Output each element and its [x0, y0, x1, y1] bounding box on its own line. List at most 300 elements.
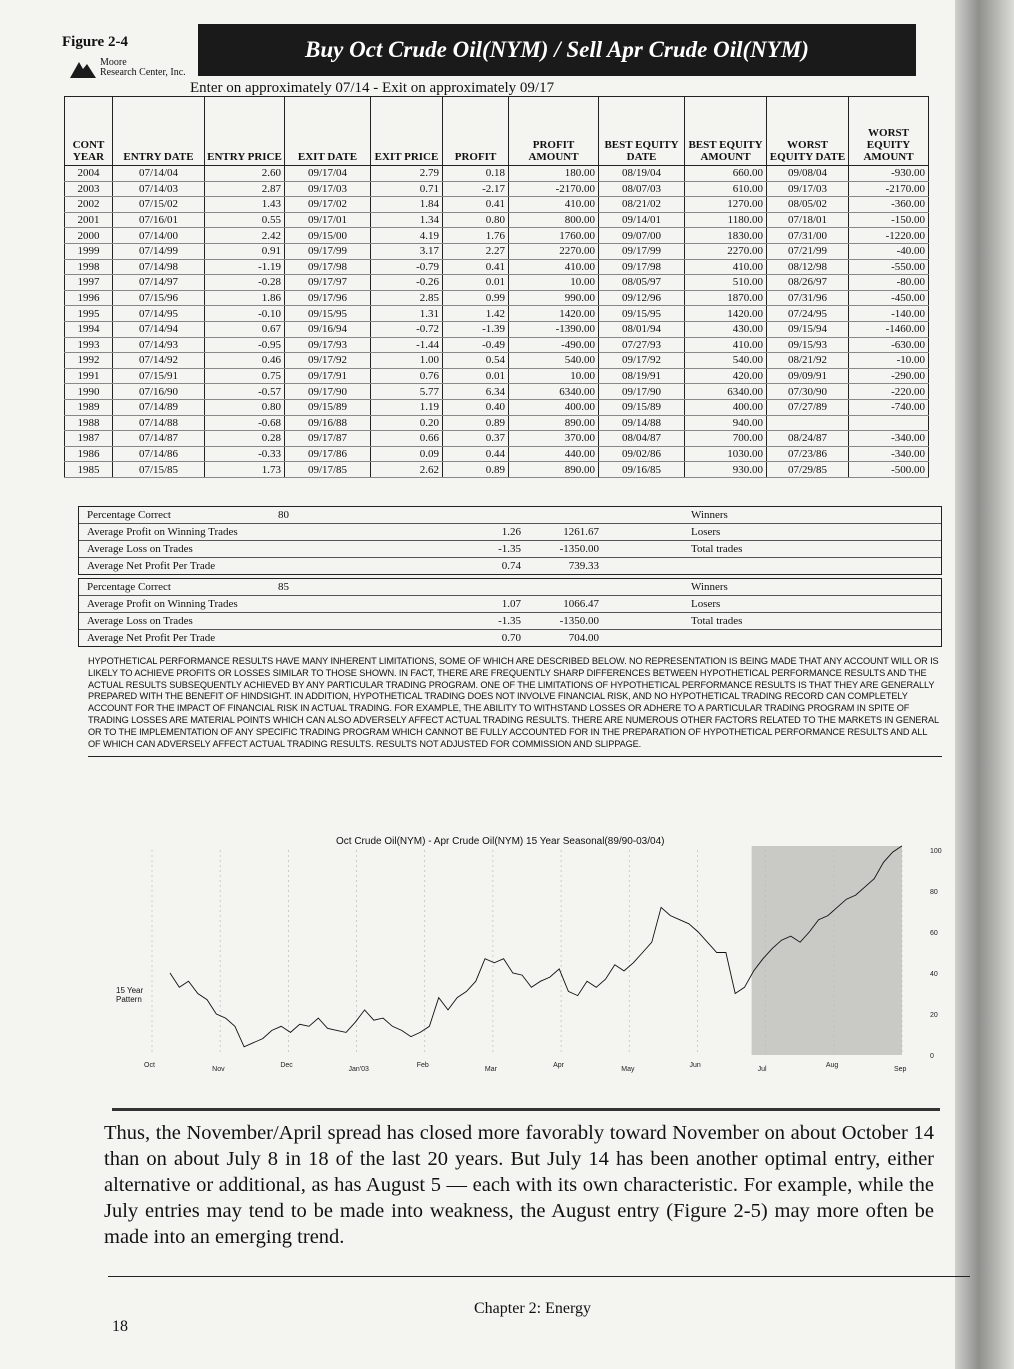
table-cell: 0.89 [443, 415, 509, 431]
y-tick-label: 0 [930, 1053, 934, 1060]
table-cell: 07/14/93 [113, 337, 205, 353]
table-cell: -0.28 [205, 275, 285, 291]
table-cell: -1460.00 [849, 321, 929, 337]
table-cell: 09/17/90 [285, 384, 371, 400]
table-cell: 09/17/99 [599, 243, 685, 259]
table-cell: 1.42 [443, 306, 509, 322]
table-cell: 09/17/04 [285, 166, 371, 182]
table-cell: -0.95 [205, 337, 285, 353]
table-row [65, 353, 929, 369]
table-cell: 07/15/91 [113, 368, 205, 384]
table-row [65, 462, 929, 478]
pct-value: 80 [278, 509, 289, 521]
table-cell: -1.19 [205, 259, 285, 275]
table-cell: 07/14/92 [113, 353, 205, 369]
table-cell: 08/12/98 [767, 259, 849, 275]
table-cell: 1420.00 [685, 306, 767, 322]
table-cell: 3.17 [371, 243, 443, 259]
table-cell: 09/08/04 [767, 166, 849, 182]
table-cell: 09/15/93 [767, 337, 849, 353]
table-cell: 2.27 [443, 243, 509, 259]
summary-win-row [79, 524, 941, 541]
x-tick-label: Aug [825, 1062, 839, 1069]
table-cell: 0.54 [443, 353, 509, 369]
x-tick-label: Nov [212, 1066, 225, 1073]
table-cell: 09/17/92 [285, 353, 371, 369]
table-cell: 540.00 [509, 353, 599, 369]
table-cell: 610.00 [685, 181, 767, 197]
table-cell: 1.00 [371, 353, 443, 369]
table-cell: 2270.00 [685, 243, 767, 259]
table-cell: 09/15/00 [285, 228, 371, 244]
table-cell: 09/17/91 [285, 368, 371, 384]
table-cell: 07/15/02 [113, 197, 205, 213]
table-cell: 930.00 [685, 462, 767, 478]
table-cell: 1760.00 [509, 228, 599, 244]
table-cell: 6340.00 [509, 384, 599, 400]
column-header: CONT YEAR [65, 97, 113, 166]
table-cell: -0.33 [205, 446, 285, 462]
table-cell: 07/23/86 [767, 446, 849, 462]
table-cell: 1999 [65, 243, 113, 259]
total-label: Total trades [691, 543, 743, 555]
table-cell: -150.00 [849, 212, 929, 228]
column-header: PROFIT AMOUNT [509, 97, 599, 166]
table-cell: 2.79 [371, 166, 443, 182]
table-cell: -2.17 [443, 181, 509, 197]
table-cell: 0.80 [443, 212, 509, 228]
table-cell: 800.00 [509, 212, 599, 228]
table-cell: 0.75 [205, 368, 285, 384]
table-cell: 09/17/87 [285, 431, 371, 447]
loss-value: -1.35 [498, 543, 521, 555]
x-tick-label: Jan'03 [348, 1066, 369, 1073]
table-cell: 08/05/02 [767, 197, 849, 213]
table-cell: 07/14/00 [113, 228, 205, 244]
table-cell: -2170.00 [849, 181, 929, 197]
table-row [65, 197, 929, 213]
summary-win-row [79, 596, 941, 613]
table-cell: 08/24/87 [767, 431, 849, 447]
table-cell: 1994 [65, 321, 113, 337]
table-cell: 1986 [65, 446, 113, 462]
table-cell: -290.00 [849, 368, 929, 384]
table-cell: 09/07/00 [599, 228, 685, 244]
table-cell: -340.00 [849, 446, 929, 462]
table-cell: 0.37 [443, 431, 509, 447]
table-cell: 09/17/97 [285, 275, 371, 291]
table-cell: 6340.00 [685, 384, 767, 400]
table-cell: 1.19 [371, 399, 443, 415]
table-row [65, 228, 929, 244]
table-row [65, 321, 929, 337]
y-tick-label: 80 [930, 889, 938, 896]
chart-title: Oct Crude Oil(NYM) - Apr Crude Oil(NYM) 15 Year Seasonal(89/90-03/04) [336, 836, 665, 847]
table-cell: 09/09/91 [767, 368, 849, 384]
losers-label: Losers [691, 526, 721, 538]
table-cell: 1420.00 [509, 306, 599, 322]
table-cell: 1993 [65, 337, 113, 353]
table-cell: -930.00 [849, 166, 929, 182]
highlight-region [752, 846, 902, 1055]
table-cell: 0.41 [443, 197, 509, 213]
table-cell: 07/31/96 [767, 290, 849, 306]
summary-pct-row [79, 579, 941, 596]
table-cell: 07/14/94 [113, 321, 205, 337]
table-row [65, 368, 929, 384]
table-cell: 09/12/96 [599, 290, 685, 306]
table-cell: 09/17/01 [285, 212, 371, 228]
table-cell: 09/17/93 [285, 337, 371, 353]
table-row [65, 415, 929, 431]
table-title: Buy Oct Crude Oil(NYM) / Sell Apr Crude Oil(NYM) [198, 24, 916, 76]
table-cell: 2000 [65, 228, 113, 244]
footer-rule [108, 1276, 970, 1277]
table-cell: -360.00 [849, 197, 929, 213]
table-row [65, 290, 929, 306]
table-cell: -740.00 [849, 399, 929, 415]
loss-label: Average Loss on Trades [87, 543, 193, 555]
table-cell: 08/26/97 [767, 275, 849, 291]
table-cell: 1989 [65, 399, 113, 415]
table-cell: 0.40 [443, 399, 509, 415]
summary-15-year [78, 506, 942, 575]
table-cell: 07/27/89 [767, 399, 849, 415]
table-cell: 2.42 [205, 228, 285, 244]
table-cell: 09/02/86 [599, 446, 685, 462]
table-cell: 07/21/99 [767, 243, 849, 259]
pct-label: Percentage Correct [87, 581, 171, 593]
win-amount: 1066.47 [563, 598, 599, 610]
table-cell: 410.00 [509, 197, 599, 213]
logo-mountain-icon [70, 58, 96, 78]
pct-value: 85 [278, 581, 289, 593]
body-paragraph: Thus, the November/April spread has closed more favorably toward November on about October 14 than on about July 8 in 18 of the last 20 years. But July 14 has been another optimal entry, either alternative or additional, as has August 5 — each with its own characteristic. For example, while the July entries may tend to be made into weakness, the August entry (Figure 2-5) may more often be made into an emerging trend. [104, 1122, 934, 1248]
table-cell: 2.62 [371, 462, 443, 478]
table-cell: 1.43 [205, 197, 285, 213]
table-row [65, 181, 929, 197]
table-cell: 08/19/04 [599, 166, 685, 182]
x-tick-label: Dec [280, 1062, 293, 1069]
table-cell: 0.28 [205, 431, 285, 447]
table-cell: -340.00 [849, 431, 929, 447]
x-tick-label: Oct [144, 1062, 155, 1069]
table-cell: 0.80 [205, 399, 285, 415]
series-label: 15 Year Pattern [116, 986, 144, 1004]
table-cell: 440.00 [509, 446, 599, 462]
table-cell: 09/17/96 [285, 290, 371, 306]
table-cell: 890.00 [509, 462, 599, 478]
table-cell: 09/17/03 [767, 181, 849, 197]
summary-pct-row [79, 507, 941, 524]
table-cell: 700.00 [685, 431, 767, 447]
win-value: 1.07 [501, 598, 521, 610]
enter-exit-subtitle: Enter on approximately 07/14 - Exit on approximately 09/17 [190, 80, 555, 96]
table-cell: 09/15/89 [285, 399, 371, 415]
table-cell: 09/17/98 [599, 259, 685, 275]
table-cell: -0.49 [443, 337, 509, 353]
loss-amount: -1350.00 [559, 615, 599, 627]
win-value: 1.26 [501, 526, 521, 538]
table-cell: -1.44 [371, 337, 443, 353]
table-cell: 0.99 [443, 290, 509, 306]
table-cell: 07/14/88 [113, 415, 205, 431]
column-header: BEST EQUITY AMOUNT [685, 97, 767, 166]
table-cell: 0.41 [443, 259, 509, 275]
table-cell: 1992 [65, 353, 113, 369]
logo-line-2: Research Center, Inc. [100, 67, 186, 78]
table-cell: 09/15/89 [599, 399, 685, 415]
table-row [65, 259, 929, 275]
table-cell: 510.00 [685, 275, 767, 291]
table-cell: 890.00 [509, 415, 599, 431]
table-cell: 08/21/02 [599, 197, 685, 213]
table-cell: 430.00 [685, 321, 767, 337]
loss-value: -1.35 [498, 615, 521, 627]
table-cell: 0.91 [205, 243, 285, 259]
table-row [65, 337, 929, 353]
table-cell: 540.00 [685, 353, 767, 369]
table-cell: 5.77 [371, 384, 443, 400]
table-cell: 0.71 [371, 181, 443, 197]
winners-label: Winners [691, 581, 728, 593]
table-cell: 1830.00 [685, 228, 767, 244]
trade-history-table [64, 96, 929, 478]
summary-loss-row [79, 613, 941, 630]
table-cell: -450.00 [849, 290, 929, 306]
net-value: 0.74 [501, 560, 521, 572]
table-cell: 0.89 [443, 462, 509, 478]
table-cell: 1.84 [371, 197, 443, 213]
table-cell: 1030.00 [685, 446, 767, 462]
summary-net-row [79, 558, 941, 574]
page-number: 18 [112, 1318, 128, 1335]
table-cell: -1220.00 [849, 228, 929, 244]
table-body [65, 166, 929, 478]
column-header: PROFIT [443, 97, 509, 166]
table-cell: 09/17/98 [285, 259, 371, 275]
net-amount: 739.33 [568, 560, 599, 572]
table-row [65, 431, 929, 447]
table-cell: 09/17/92 [599, 353, 685, 369]
table-cell: 09/14/88 [599, 415, 685, 431]
y-tick-label: 40 [930, 971, 938, 978]
table-cell: 1987 [65, 431, 113, 447]
table-cell: 0.55 [205, 212, 285, 228]
table-cell: 1.86 [205, 290, 285, 306]
pct-label: Percentage Correct [87, 509, 171, 521]
y-tick-label: 100 [930, 848, 942, 855]
table-cell: 2002 [65, 197, 113, 213]
table-cell: 07/14/04 [113, 166, 205, 182]
seasonal-chart [112, 840, 940, 1100]
losers-label: Losers [691, 598, 721, 610]
table-cell: 400.00 [509, 399, 599, 415]
table-cell: 2004 [65, 166, 113, 182]
win-amount: 1261.67 [563, 526, 599, 538]
table-cell: -0.72 [371, 321, 443, 337]
page-edge-shadow [955, 0, 1014, 1369]
table-cell: 07/14/98 [113, 259, 205, 275]
table-cell: 09/16/88 [285, 415, 371, 431]
table-cell: 07/14/86 [113, 446, 205, 462]
table-cell: 09/17/03 [285, 181, 371, 197]
x-tick-label: Apr [553, 1062, 564, 1069]
table-cell: 180.00 [509, 166, 599, 182]
column-header: EXIT DATE [285, 97, 371, 166]
summary-20-year [78, 578, 942, 647]
table-cell: 10.00 [509, 275, 599, 291]
table-cell: 0.01 [443, 368, 509, 384]
y-tick-label: 60 [930, 930, 938, 937]
table-cell: 09/16/94 [285, 321, 371, 337]
table-cell: -550.00 [849, 259, 929, 275]
table-cell: -140.00 [849, 306, 929, 322]
table-cell: 0.09 [371, 446, 443, 462]
table-cell: 1988 [65, 415, 113, 431]
table-cell: 4.19 [371, 228, 443, 244]
net-value: 0.70 [501, 632, 521, 644]
table-cell: 08/05/97 [599, 275, 685, 291]
table-cell: 09/17/02 [285, 197, 371, 213]
x-tick-label: Jun [689, 1062, 701, 1069]
table-cell: 6.34 [443, 384, 509, 400]
table-cell: 1870.00 [685, 290, 767, 306]
table-cell: 0.66 [371, 431, 443, 447]
table-cell: -500.00 [849, 462, 929, 478]
net-label: Average Net Profit Per Trade [87, 632, 216, 644]
table-cell: 09/17/85 [285, 462, 371, 478]
table-cell: 420.00 [685, 368, 767, 384]
summary-net-row [79, 630, 941, 646]
x-tick-label: Feb [416, 1062, 429, 1069]
win-label: Average Profit on Winning Trades [87, 526, 238, 538]
table-cell: 09/16/85 [599, 462, 685, 478]
table-cell: 2.60 [205, 166, 285, 182]
table-cell: -0.57 [205, 384, 285, 400]
y-tick-label: 20 [930, 1012, 938, 1019]
x-tick-label: Sep [894, 1066, 907, 1073]
table-cell: 07/31/00 [767, 228, 849, 244]
figure-label: Figure 2-4 [62, 34, 128, 50]
table-cell [767, 415, 849, 431]
table-cell: 09/17/90 [599, 384, 685, 400]
table-cell [849, 415, 929, 431]
table-cell: 07/16/90 [113, 384, 205, 400]
column-header: EXIT PRICE [371, 97, 443, 166]
table-row [65, 306, 929, 322]
total-label: Total trades [691, 615, 743, 627]
table-cell: 0.18 [443, 166, 509, 182]
table-cell: 410.00 [685, 337, 767, 353]
x-tick-label: May [621, 1066, 635, 1073]
table-cell: 1997 [65, 275, 113, 291]
table-row [65, 212, 929, 228]
table-cell: 10.00 [509, 368, 599, 384]
table-cell: -40.00 [849, 243, 929, 259]
table-cell: 08/04/87 [599, 431, 685, 447]
table-cell: 1.31 [371, 306, 443, 322]
table-cell: -0.68 [205, 415, 285, 431]
table-cell: 07/15/96 [113, 290, 205, 306]
table-cell: 410.00 [685, 259, 767, 275]
table-cell: 07/14/97 [113, 275, 205, 291]
table-cell: 07/27/93 [599, 337, 685, 353]
table-cell: 2003 [65, 181, 113, 197]
table-cell: 370.00 [509, 431, 599, 447]
net-label: Average Net Profit Per Trade [87, 560, 216, 572]
table-cell: 07/14/95 [113, 306, 205, 322]
table-cell: 08/07/03 [599, 181, 685, 197]
table-cell: 0.01 [443, 275, 509, 291]
table-cell: 09/14/01 [599, 212, 685, 228]
table-cell: -10.00 [849, 353, 929, 369]
table-cell: 1995 [65, 306, 113, 322]
table-cell: 0.44 [443, 446, 509, 462]
x-tick-label: Jul [757, 1066, 767, 1073]
table-cell: -0.79 [371, 259, 443, 275]
x-tick-label: Mar [484, 1066, 497, 1073]
table-cell: 07/14/99 [113, 243, 205, 259]
table-cell: -220.00 [849, 384, 929, 400]
table-cell: 08/01/94 [599, 321, 685, 337]
table-cell: 2270.00 [509, 243, 599, 259]
table-cell: 410.00 [509, 259, 599, 275]
table-cell: 09/17/99 [285, 243, 371, 259]
table-cell: 660.00 [685, 166, 767, 182]
summary-loss-row [79, 541, 941, 558]
logo-line-1: Moore [100, 57, 127, 68]
table-cell: 09/15/95 [285, 306, 371, 322]
win-label: Average Profit on Winning Trades [87, 598, 238, 610]
table-cell: 0.46 [205, 353, 285, 369]
table-cell: 09/15/94 [767, 321, 849, 337]
table-cell: 1991 [65, 368, 113, 384]
column-header: ENTRY PRICE [205, 97, 285, 166]
winners-label: Winners [691, 509, 728, 521]
table-cell: 2.85 [371, 290, 443, 306]
table-cell: 07/16/01 [113, 212, 205, 228]
table-cell: 07/14/03 [113, 181, 205, 197]
column-header: BEST EQUITY DATE [599, 97, 685, 166]
table-row [65, 275, 929, 291]
table-cell: 07/18/01 [767, 212, 849, 228]
table-cell: 08/19/91 [599, 368, 685, 384]
column-header: WORST EQUITY AMOUNT [849, 97, 929, 166]
table-cell: 2.87 [205, 181, 285, 197]
table-cell: 07/14/87 [113, 431, 205, 447]
table-cell: -2170.00 [509, 181, 599, 197]
table-header-row [65, 97, 929, 166]
table-cell: 07/29/85 [767, 462, 849, 478]
table-cell: 940.00 [685, 415, 767, 431]
loss-amount: -1350.00 [559, 543, 599, 555]
table-cell: 1985 [65, 462, 113, 478]
table-row [65, 166, 929, 182]
table-cell: -490.00 [509, 337, 599, 353]
hypothetical-disclaimer: HYPOTHETICAL PERFORMANCE RESULTS HAVE MANY INHERENT LIMITATIONS, SOME OF WHICH ARE DESCRIBED BELOW. NO REPRESENTATION IS BEING MADE THAT ANY ACCOUNT WILL OR IS LIKELY TO ACHIEVE PROFITS OR LOSSES SIMILAR TO THOSE SHOWN. IN FACT, THERE ARE FREQUENTLY SHARP DIFFERENCES BETWEEN HYPOTHETICAL PERFORMANCE RESULTS AND THE ACTUAL RESULTS SUBSEQUENTLY ACHIEVED BY ANY PARTICULAR TRADING PROGRAM. ONE OF THE LIMITATIONS OF HYPOTHETICAL PERFORMANCE RESULTS IS THAT THEY ARE GENERALLY PREPARED WITH THE BENEFIT OF HINDSIGHT. IN ADDITION, HYPOTHETICAL TRADING DOES NOT INVOLVE FINANCIAL RISK, AND NO HYPOTHETICAL TRADING RECORD CAN COMPLETELY ACCOUNT FOR THE IMPACT OF FINANCIAL RISK IN ACTUAL TRADING. FOR EXAMPLE, THE ABILITY TO WITHSTAND LOSSES OR ADHERE TO A PARTICULAR TRADING PROGRAM IN SPITE OF TRADING LOSSES ARE MATERIAL POINTS WHICH CAN ALSO ADVERSELY AFFECT ACTUAL TRADING RESULTS. THERE ARE NUMEROUS OTHER FACTORS RELATED TO THE MARKETS IN GENERAL OR TO THE IMPLEMENTATION OF ANY SPECIFIC TRADING PROGRAM WHICH CANNOT BE FULLY ACCOUNTED FOR IN THE PREPARATION OF HYPOTHETICAL PERFORMANCE RESULTS AND ALL OF WHICH CAN ADVERSELY AFFECT ACTUAL TRADING RESULTS. RESULTS NOT ADJUSTED FOR COMMISSION AND SLIPPAGE. [88, 656, 942, 757]
table-cell: -630.00 [849, 337, 929, 353]
table-cell: 1996 [65, 290, 113, 306]
table-cell: 09/17/86 [285, 446, 371, 462]
table-cell: 07/24/95 [767, 306, 849, 322]
table-cell: 09/15/95 [599, 306, 685, 322]
table-cell: 1.34 [371, 212, 443, 228]
chapter-label: Chapter 2: Energy [474, 1300, 592, 1317]
table-cell: 07/14/89 [113, 399, 205, 415]
table-cell: -0.26 [371, 275, 443, 291]
table-cell: 07/15/85 [113, 462, 205, 478]
